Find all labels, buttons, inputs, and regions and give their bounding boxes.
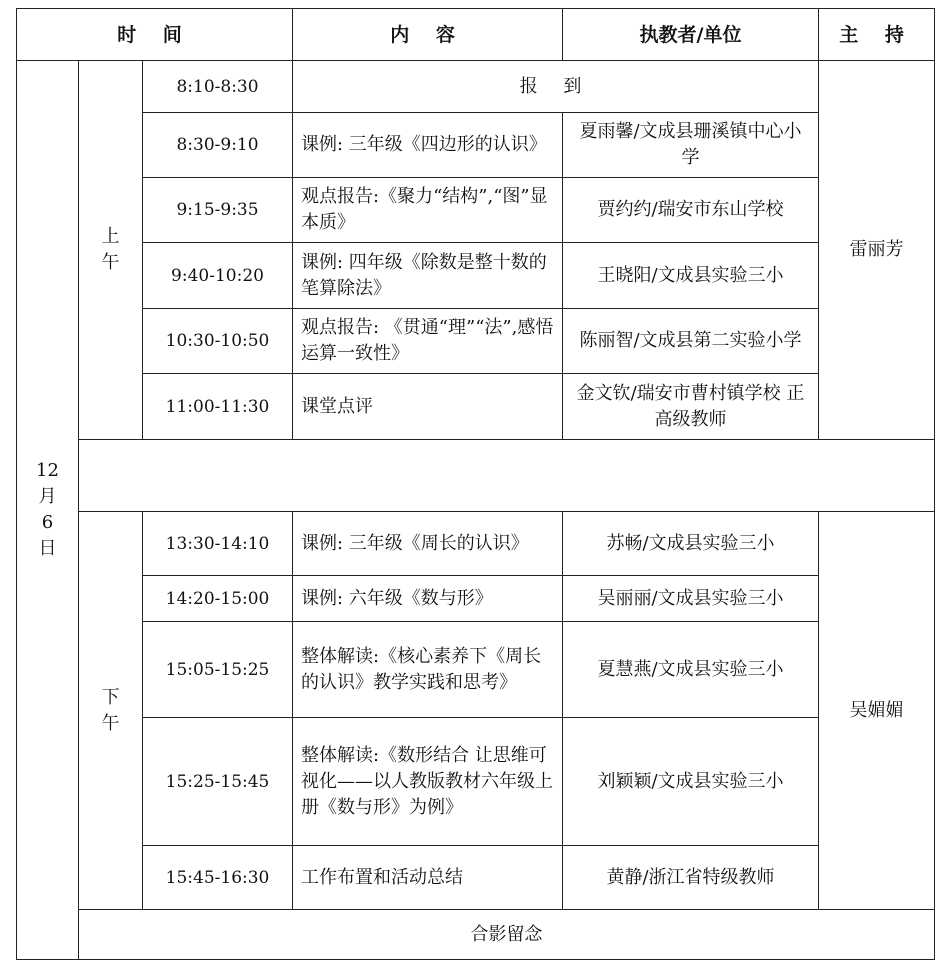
header-teacher: 执教者/单位 xyxy=(563,9,819,61)
teacher-cell: 夏慧燕/文成县实验三小 xyxy=(563,622,819,718)
time-cell: 10:30-10:50 xyxy=(143,309,293,374)
table-row xyxy=(17,622,935,718)
lunch-break-row xyxy=(17,440,935,512)
header-time: 时 间 xyxy=(17,9,293,61)
date-char: 12 xyxy=(36,460,59,481)
time-cell: 8:10-8:30 xyxy=(143,61,293,113)
time-cell: 11:00-11:30 xyxy=(143,374,293,440)
time-cell: 8:30-9:10 xyxy=(143,113,293,178)
table-row xyxy=(17,374,935,440)
teacher-cell: 贾约约/瑞安市东山学校 xyxy=(563,178,819,243)
afternoon-label: 下 午 xyxy=(79,512,143,910)
content-cell: 工作布置和活动总结 xyxy=(293,846,563,910)
group-photo-cell: 合影留念 xyxy=(79,910,935,960)
content-cell: 课例: 三年级《周长的认识》 xyxy=(293,512,563,576)
table-row xyxy=(17,113,935,178)
teacher-cell: 刘颖颖/文成县实验三小 xyxy=(563,718,819,846)
content-cell: 课例: 三年级《四边形的认识》 xyxy=(293,113,563,178)
content-cell: 观点报告:《聚力“结构”,“图”显本质》 xyxy=(293,178,563,243)
content-cell: 课堂点评 xyxy=(293,374,563,440)
table-row xyxy=(17,512,935,576)
registration-cell: 报 到 xyxy=(293,61,819,113)
header-host: 主 持 xyxy=(819,9,935,61)
table-row xyxy=(17,61,935,113)
table-row xyxy=(17,178,935,243)
date-char: 月 xyxy=(38,486,57,507)
table-row xyxy=(17,576,935,622)
content-cell: 观点报告: 《贯通“理”“法”,感悟运算一致性》 xyxy=(293,309,563,374)
teacher-cell: 吴丽丽/文成县实验三小 xyxy=(563,576,819,622)
teacher-cell: 夏雨馨/文成县珊溪镇中心小学 xyxy=(563,113,819,178)
table-row xyxy=(17,243,935,309)
content-cell: 课例: 六年级《数与形》 xyxy=(293,576,563,622)
time-cell: 9:15-9:35 xyxy=(143,178,293,243)
teacher-cell: 王晓阳/文成县实验三小 xyxy=(563,243,819,309)
date-cell xyxy=(17,61,79,960)
schedule-table xyxy=(16,8,935,960)
table-row xyxy=(17,846,935,910)
lunch-break-cell xyxy=(79,440,935,512)
header-row xyxy=(17,9,935,61)
time-cell: 14:20-15:00 xyxy=(143,576,293,622)
morning-label: 上 午 xyxy=(79,61,143,440)
teacher-cell: 金文钦/瑞安市曹村镇学校 正高级教师 xyxy=(563,374,819,440)
date-char: 日 xyxy=(38,538,57,559)
time-cell: 15:05-15:25 xyxy=(143,622,293,718)
time-cell: 13:30-14:10 xyxy=(143,512,293,576)
teacher-cell: 黄静/浙江省特级教师 xyxy=(563,846,819,910)
table-row xyxy=(17,309,935,374)
time-cell: 15:25-15:45 xyxy=(143,718,293,846)
time-cell: 15:45-16:30 xyxy=(143,846,293,910)
date-char: 6 xyxy=(41,512,54,533)
teacher-cell: 陈丽智/文成县第二实验小学 xyxy=(563,309,819,374)
table-row xyxy=(17,718,935,846)
header-content: 内 容 xyxy=(293,9,563,61)
content-cell: 整体解读:《数形结合 让思维可视化——以人教版教材六年级上册《数与形》为例》 xyxy=(293,718,563,846)
content-cell: 整体解读:《核心素养下《周长的认识》教学实践和思考》 xyxy=(293,622,563,718)
content-cell: 课例: 四年级《除数是整十数的笔算除法》 xyxy=(293,243,563,309)
time-cell: 9:40-10:20 xyxy=(143,243,293,309)
morning-host: 雷丽芳 xyxy=(819,61,935,440)
teacher-cell: 苏畅/文成县实验三小 xyxy=(563,512,819,576)
afternoon-host: 吴媚媚 xyxy=(819,512,935,910)
footer-row xyxy=(17,910,935,960)
